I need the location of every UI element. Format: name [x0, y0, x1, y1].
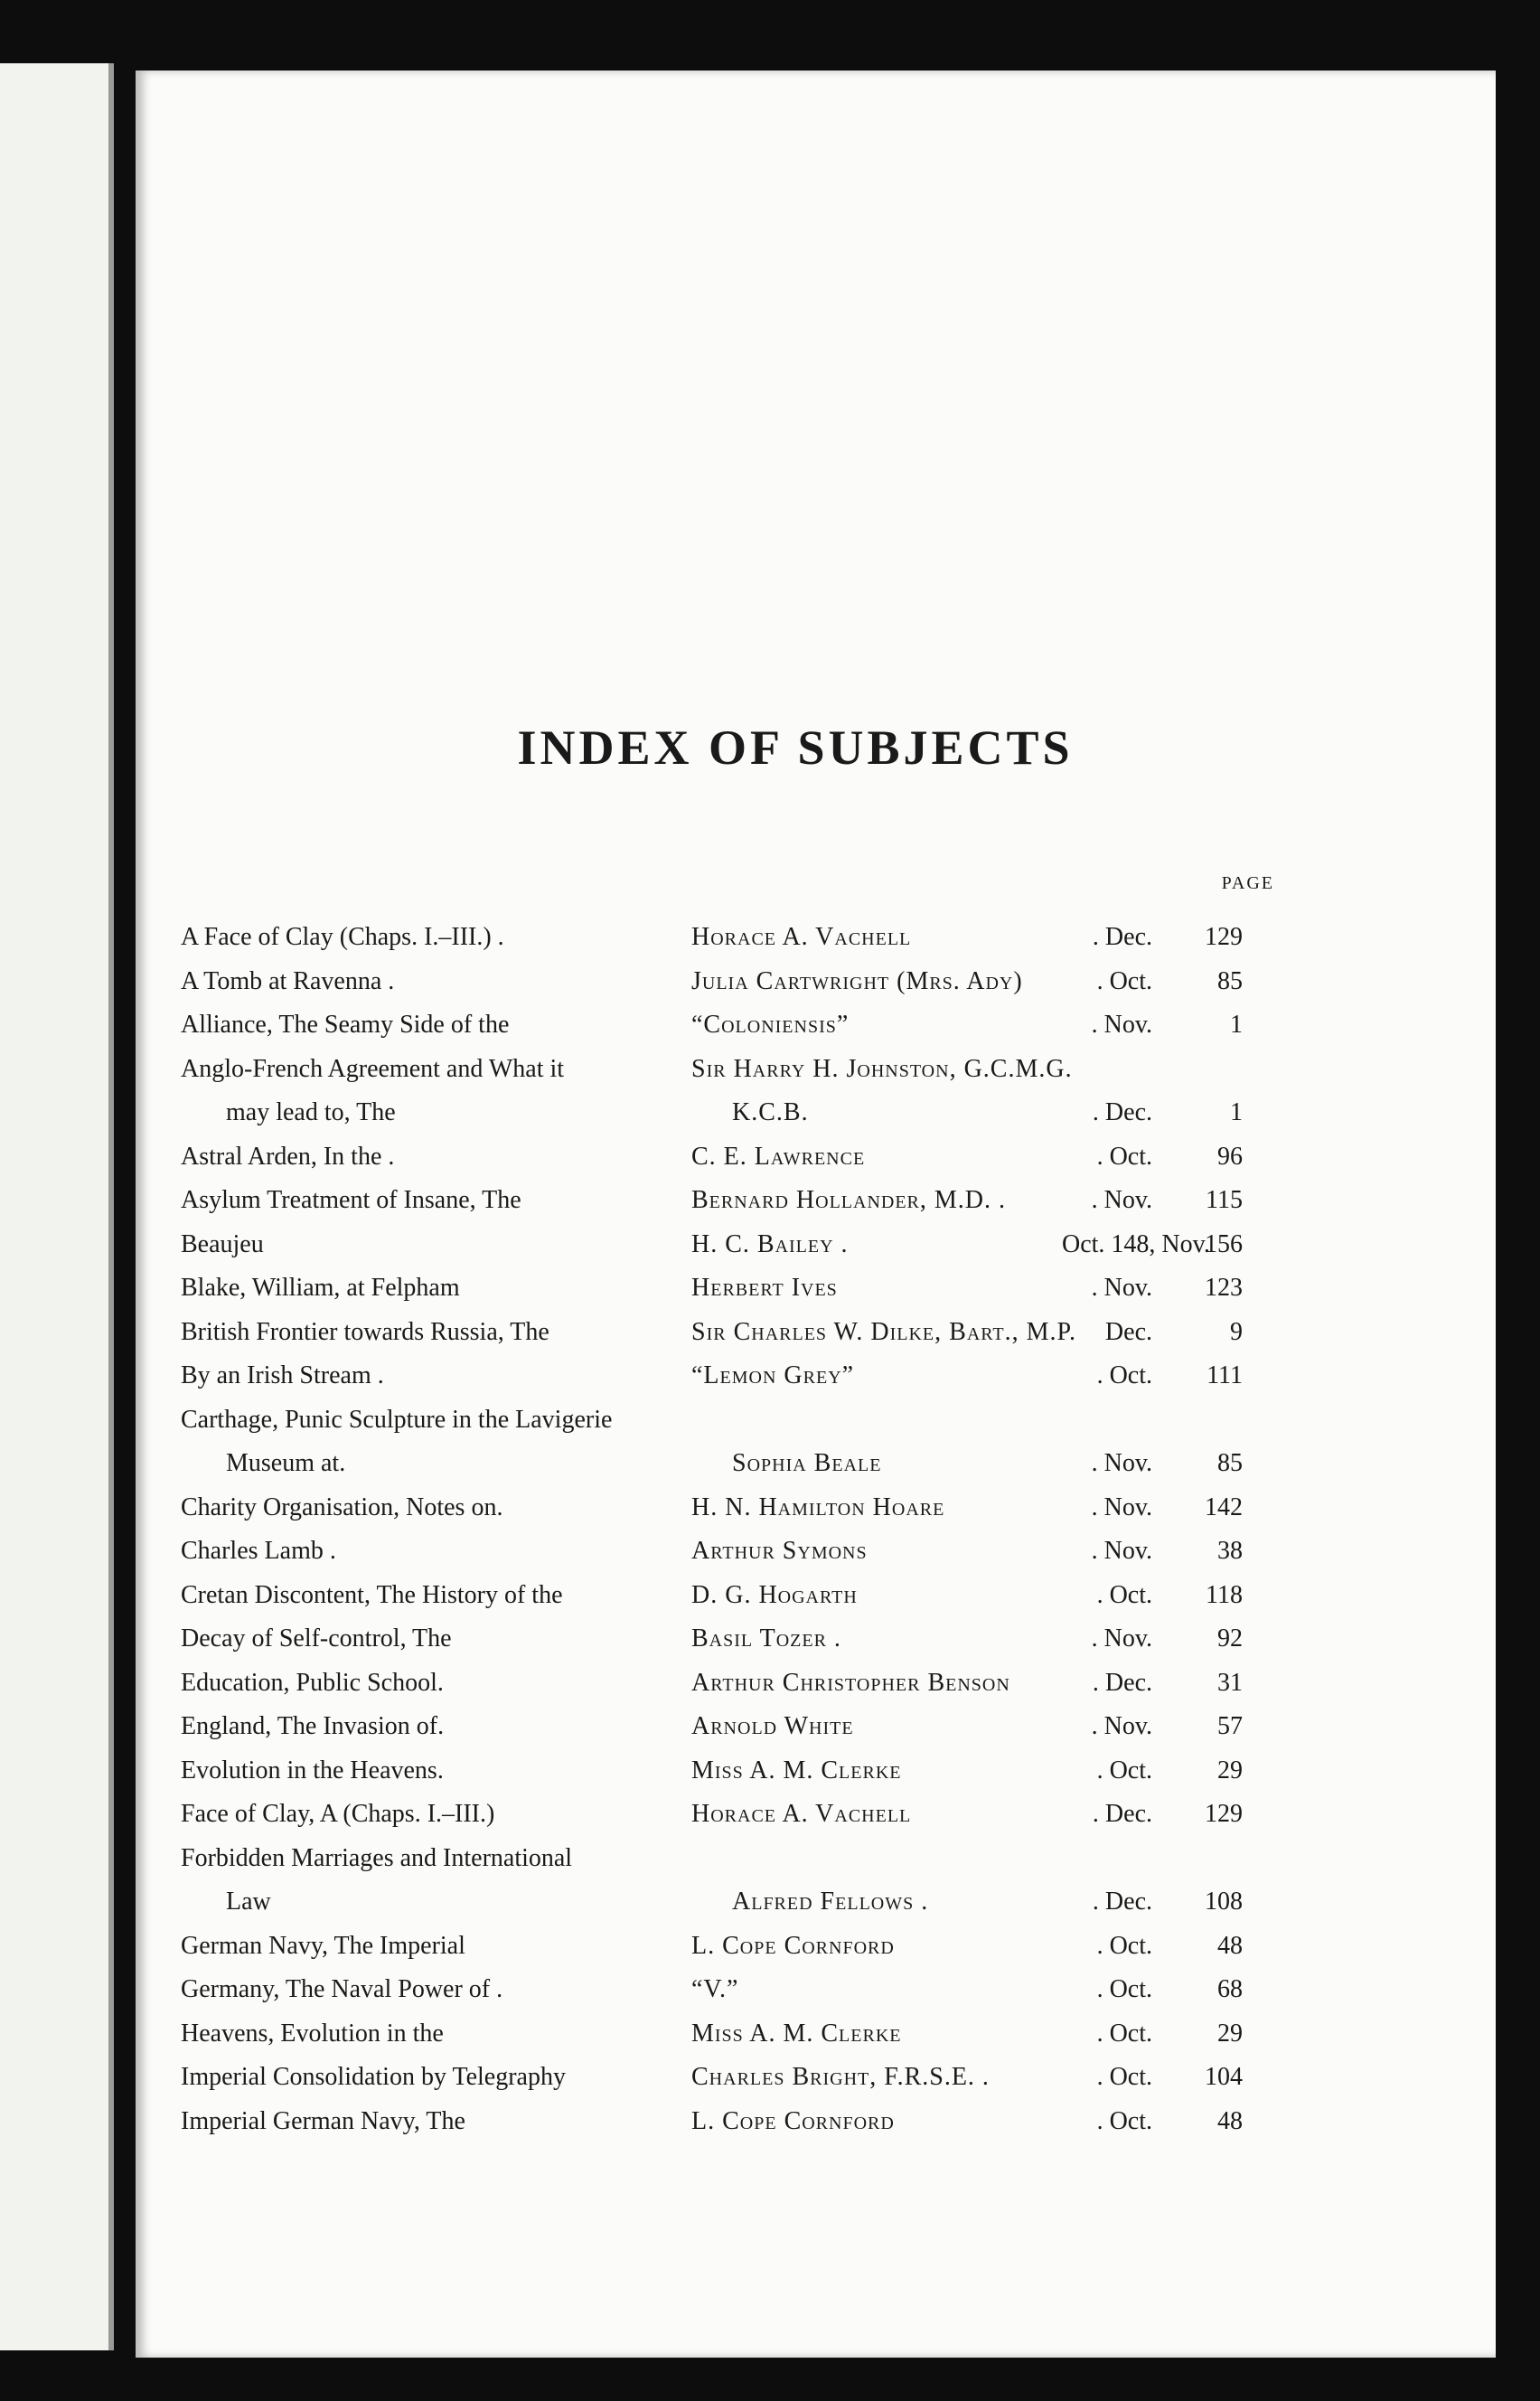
entry-author: Horace A. Vachell — [691, 1800, 912, 1828]
entry-subject: Evolution in the Heavens. — [181, 1756, 444, 1784]
entry-author: Arnold White — [691, 1712, 854, 1740]
entry-month: . Nov. — [1091, 1537, 1152, 1565]
entry-page-number: 129 — [1205, 923, 1243, 951]
entry-page-number: 123 — [1205, 1274, 1243, 1302]
entry-page-number: 29 — [1217, 2019, 1243, 2048]
entry-month: . Dec. — [1092, 1800, 1152, 1828]
entry-month: . Oct. — [1096, 1142, 1152, 1171]
entry-subject: England, The Invasion of. — [181, 1712, 445, 1740]
entry-author: L. Cope Cornford — [691, 1931, 895, 1960]
left-page-edge — [0, 63, 114, 2350]
entry-subject: Face of Clay, A (Chaps. I.–III.) — [181, 1800, 495, 1828]
entry-page-number: 156 — [1205, 1229, 1243, 1258]
entry-month: . Oct. — [1096, 1975, 1152, 2003]
entry-page-number: 108 — [1205, 1888, 1243, 1916]
entry-page-number: 48 — [1217, 1931, 1243, 1960]
entry-page-number: 85 — [1217, 966, 1243, 995]
entry-author: Miss A. M. Clerke — [691, 2019, 902, 2048]
entry-author: “V.” — [691, 1975, 739, 2003]
entry-subject: Cretan Discontent, The History of the — [181, 1580, 563, 1609]
entry-author: Horace A. Vachell — [691, 923, 912, 951]
entry-page-number: 92 — [1217, 1624, 1243, 1652]
entry-page-number: 129 — [1205, 1800, 1243, 1828]
entry-month: Oct. 148, Nov. — [1062, 1229, 1210, 1258]
entry-month: . Dec. — [1092, 1888, 1152, 1916]
entry-subject: Imperial German Navy, The — [181, 2106, 465, 2135]
entry-month: . Dec. — [1092, 923, 1152, 951]
entry-page-number: 38 — [1217, 1537, 1243, 1565]
entry-author: Arthur Symons — [691, 1537, 868, 1565]
entry-subject: Beaujeu — [181, 1229, 264, 1258]
entry-month: Dec. — [1104, 1317, 1152, 1346]
entry-month: . Oct. — [1096, 966, 1152, 995]
entry-month: . Oct. — [1096, 1361, 1152, 1389]
entry-subject: Carthage, Punic Sculpture in the Lavigerie — [181, 1405, 613, 1434]
entry-subject: Museum at. — [226, 1449, 346, 1477]
entry-subject: Education, Public School. — [181, 1668, 444, 1697]
entry-page-number: 111 — [1207, 1361, 1243, 1389]
entry-author: Sophia Beale — [732, 1449, 882, 1477]
entry-page-number: 85 — [1217, 1449, 1243, 1477]
entry-page-number: 118 — [1206, 1580, 1243, 1609]
entry-month: . Nov. — [1091, 1449, 1152, 1477]
entry-page-number: 48 — [1217, 2106, 1243, 2135]
entry-author: Herbert Ives — [691, 1274, 838, 1302]
entry-subject: Law — [226, 1888, 271, 1916]
page-column-label: PAGE — [1221, 873, 1274, 893]
entry-author: H. C. Bailey . — [691, 1229, 849, 1258]
entry-month: . Nov. — [1091, 1186, 1152, 1214]
entry-subject: Blake, William, at Felpham — [181, 1274, 460, 1302]
entry-month: . Nov. — [1091, 1274, 1152, 1302]
entry-page-number: 29 — [1217, 1756, 1243, 1784]
entry-author: H. N. Hamilton Hoare — [691, 1492, 945, 1521]
entry-page-number: 31 — [1217, 1668, 1243, 1697]
entry-month: . Nov. — [1091, 1011, 1152, 1039]
entry-page-number: 1 — [1230, 1011, 1243, 1039]
entry-month: . Oct. — [1096, 2019, 1152, 2048]
entry-subject: British Frontier towards Russia, The — [181, 1317, 549, 1346]
entry-page-number: 115 — [1206, 1186, 1243, 1214]
entry-page-number: 96 — [1217, 1142, 1243, 1171]
entry-subject: German Navy, The Imperial — [181, 1931, 465, 1960]
entry-subject: A Tomb at Ravenna . — [181, 966, 395, 995]
entry-author: C. E. Lawrence — [691, 1142, 866, 1171]
entry-month: . Oct. — [1096, 1580, 1152, 1609]
entry-author: Alfred Fellows . — [732, 1888, 929, 1916]
entry-subject: Asylum Treatment of Insane, The — [181, 1186, 521, 1214]
entry-subject: Germany, The Naval Power of . — [181, 1975, 503, 2003]
entry-subject: Forbidden Marriages and International — [181, 1843, 573, 1872]
entry-author: Miss A. M. Clerke — [691, 1756, 902, 1784]
entry-subject: Imperial Consolidation by Telegraphy — [181, 2063, 566, 2091]
entry-page-number: 104 — [1205, 2063, 1243, 2091]
entry-author: D. G. Hogarth — [691, 1580, 858, 1609]
entry-author: Sir Charles W. Dilke, Bart., M.P. — [691, 1317, 1076, 1346]
entry-author: Charles Bright, F.R.S.E. . — [691, 2063, 990, 2091]
entry-author: Julia Cartwright (Mrs. Ady) — [691, 966, 1023, 995]
entry-page-number: 68 — [1217, 1975, 1243, 2003]
entry-subject: By an Irish Stream . — [181, 1361, 384, 1389]
entry-author: K.C.B. — [732, 1098, 809, 1126]
entry-page-number: 57 — [1217, 1712, 1243, 1740]
entry-subject: A Face of Clay (Chaps. I.–III.) . — [181, 923, 504, 951]
entry-subject: Charles Lamb . — [181, 1537, 336, 1565]
entry-page-number: 9 — [1230, 1317, 1243, 1346]
entry-subject: may lead to, The — [226, 1098, 396, 1126]
entry-subject: Astral Arden, In the . — [181, 1142, 395, 1171]
entry-author: L. Cope Cornford — [691, 2106, 895, 2135]
entry-subject: Charity Organisation, Notes on. — [181, 1492, 503, 1521]
entry-month: . Nov. — [1091, 1492, 1152, 1521]
entry-author: “Lemon Grey” — [691, 1361, 855, 1389]
entry-author: Sir Harry H. Johnston, G.C.M.G. — [691, 1054, 1073, 1083]
entry-month: . Nov. — [1091, 1624, 1152, 1652]
entry-author: “Coloniensis” — [691, 1011, 850, 1039]
entry-month: . Oct. — [1096, 1931, 1152, 1960]
entry-author: Arthur Christopher Benson — [691, 1668, 1010, 1697]
entry-month: . Dec. — [1092, 1668, 1152, 1697]
entry-page-number: 142 — [1205, 1492, 1243, 1521]
entry-author: Basil Tozer . — [691, 1624, 841, 1652]
entry-subject: Anglo-French Agreement and What it — [181, 1054, 565, 1083]
entry-subject: Decay of Self-control, The — [181, 1624, 452, 1652]
entry-subject: Alliance, The Seamy Side of the — [181, 1011, 510, 1039]
entry-month: . Oct. — [1096, 2063, 1152, 2091]
entry-subject: Heavens, Evolution in the — [181, 2019, 444, 2048]
index-page — [136, 71, 1496, 2358]
entry-month: . Dec. — [1092, 1098, 1152, 1126]
page-title: INDEX OF SUBJECTS — [517, 720, 1074, 775]
entry-author: Bernard Hollander, M.D. . — [691, 1186, 1007, 1214]
entry-month: . Nov. — [1091, 1712, 1152, 1740]
entry-month: . Oct. — [1096, 1756, 1152, 1784]
entry-page-number: 1 — [1230, 1098, 1243, 1126]
entry-month: . Oct. — [1096, 2106, 1152, 2135]
